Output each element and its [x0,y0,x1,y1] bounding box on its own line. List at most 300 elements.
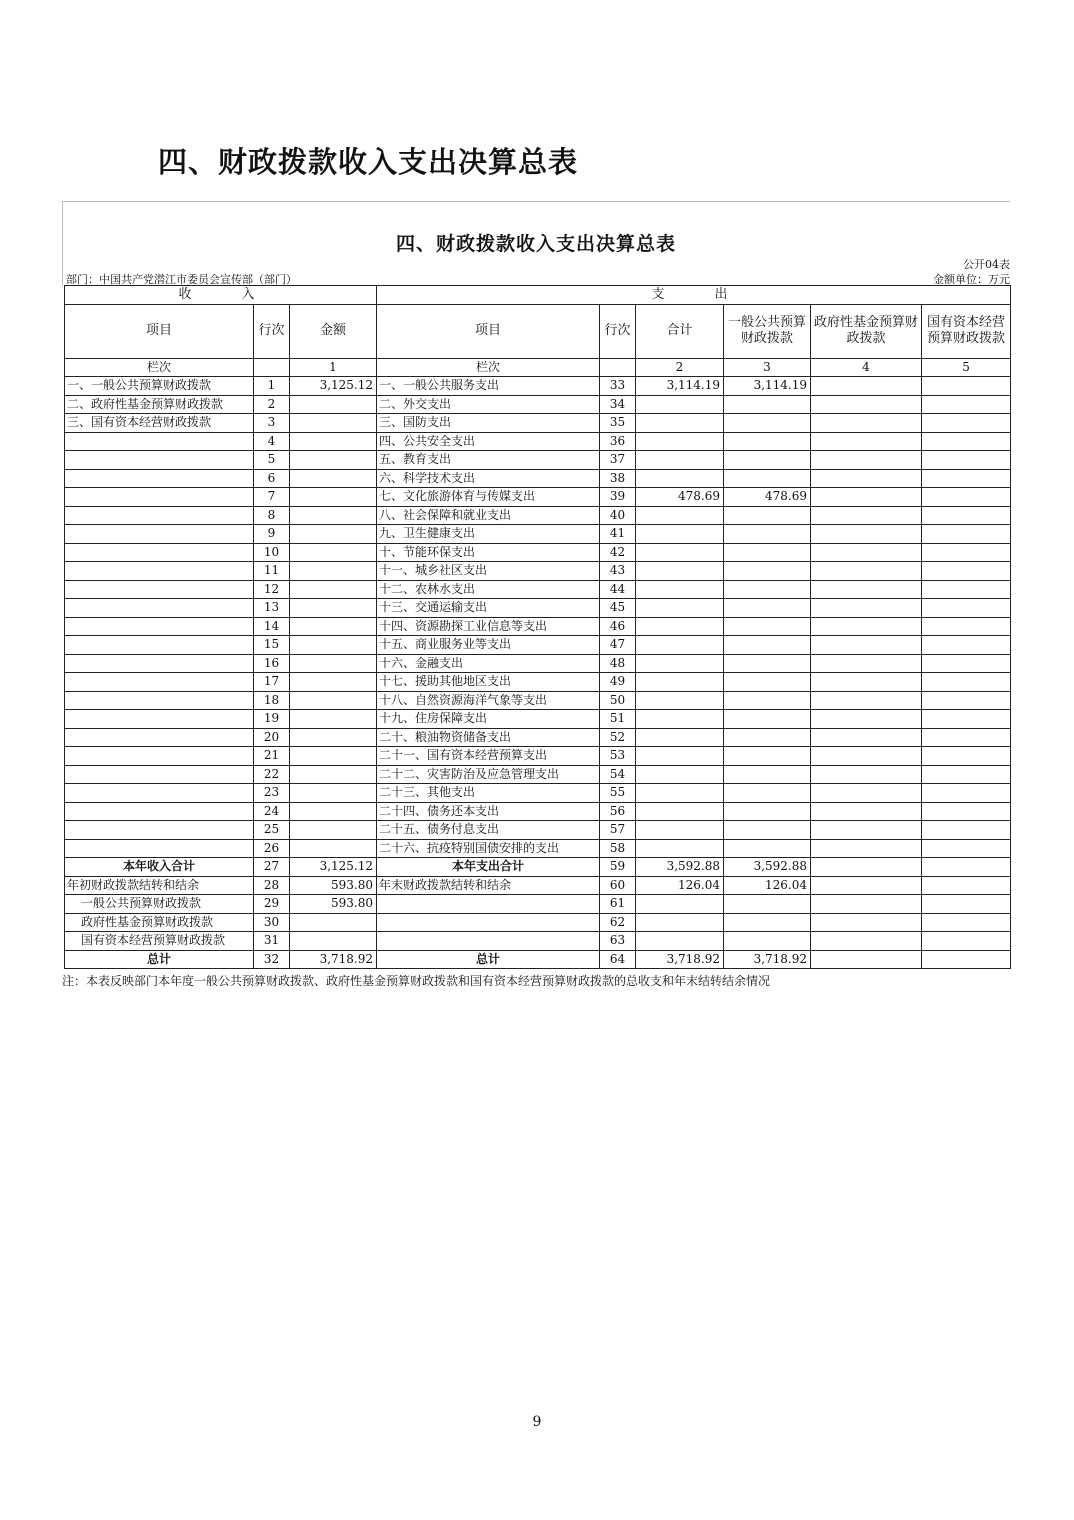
table-row [65,432,1011,451]
expense-item-cell: 一、一般公共服务支出 [377,377,600,396]
expense-row-no-cell: 43 [600,562,636,581]
table-row [65,710,1011,729]
income-amount-cell [290,414,377,433]
expense-item-cell [377,913,600,932]
income-row-no-cell: 20 [254,728,290,747]
expense-total-cell: 3,592.88 [636,858,724,877]
expense-total-cell [636,932,724,951]
expense-total-cell [636,506,724,525]
state-capital-cell [922,673,1011,692]
income-row-no-cell: 31 [254,932,290,951]
expense-item-cell: 十四、资源勘探工业信息等支出 [377,617,600,636]
income-row-no-cell: 19 [254,710,290,729]
income-amount-cell [290,913,377,932]
table-row [65,395,1011,414]
state-capital-cell [922,784,1011,803]
state-capital-cell [922,747,1011,766]
expense-row-no-cell: 56 [600,802,636,821]
expense-item-cell: 二十一、国有资本经营预算支出 [377,747,600,766]
expense-total-cell [636,710,724,729]
expense-total-cell [636,673,724,692]
expense-item-cell [377,932,600,951]
expense-item-cell: 十六、金融支出 [377,654,600,673]
table-row [65,691,1011,710]
income-amount-cell [290,784,377,803]
income-amount-cell [290,543,377,562]
income-item-cell [65,728,254,747]
income-amount-cell [290,469,377,488]
expense-total-cell [636,839,724,858]
general-budget-cell [724,728,811,747]
expense-total-cell [636,414,724,433]
state-capital-cell [922,525,1011,544]
income-row-no-cell: 23 [254,784,290,803]
income-amount-cell [290,654,377,673]
general-budget-cell [724,932,811,951]
expense-total-cell [636,747,724,766]
gov-fund-cell [811,543,922,562]
table-row [65,673,1011,692]
col-index-4: 4 [811,358,922,377]
income-row-no-cell: 16 [254,654,290,673]
table-note: 注：本表反映部门本年度一般公共预算财政拨款、政府性基金预算财政拨款和国有资本经营预算财政拨款的总收支和年末结转结余情况 [62,974,771,988]
income-amount-cell [290,747,377,766]
income-row-no-cell: 2 [254,395,290,414]
expense-item-cell: 十二、农林水支出 [377,580,600,599]
expense-row-no-cell: 44 [600,580,636,599]
gov-fund-cell [811,469,922,488]
income-amount-cell [290,432,377,451]
expense-item-cell: 三、国防支出 [377,414,600,433]
gov-fund-cell [811,913,922,932]
expense-row-no-cell: 54 [600,765,636,784]
expense-row-no-cell: 42 [600,543,636,562]
expense-row-no-cell: 39 [600,488,636,507]
expense-item-cell: 六、科学技术支出 [377,469,600,488]
gov-fund-cell [811,876,922,895]
expense-item-cell: 十八、自然资源海洋气象等支出 [377,691,600,710]
income-item-cell: 二、政府性基金预算财政拨款 [65,395,254,414]
general-budget-cell [724,617,811,636]
income-row-no-cell: 17 [254,673,290,692]
state-capital-cell [922,932,1011,951]
income-amount-cell [290,562,377,581]
general-budget-cell [724,691,811,710]
state-capital-cell [922,506,1011,525]
income-row-no-cell: 26 [254,839,290,858]
gov-fund-cell [811,414,922,433]
table-row [65,506,1011,525]
income-item-cell [65,839,254,858]
income-item-cell [65,562,254,581]
expense-item-cell: 十七、援助其他地区支出 [377,673,600,692]
state-capital-cell [922,839,1011,858]
expense-row-no-cell: 60 [600,876,636,895]
state-capital-cell [922,765,1011,784]
gov-fund-cell [811,673,922,692]
income-amount-cell [290,488,377,507]
expense-total-cell [636,913,724,932]
income-item-cell [65,617,254,636]
table-row [65,377,1011,396]
income-amount-cell [290,802,377,821]
expense-item-header: 项目 [377,304,600,358]
income-item-header: 项目 [65,304,254,358]
general-budget-cell [724,580,811,599]
gov-fund-cell [811,432,922,451]
general-budget-cell [724,469,811,488]
income-row-no-cell: 30 [254,913,290,932]
expense-row-no-cell: 33 [600,377,636,396]
income-item-cell [65,432,254,451]
expense-total-cell: 3,718.92 [636,950,724,969]
state-capital-cell [922,821,1011,840]
expense-total-header: 合计 [636,304,724,358]
expense-total-cell [636,691,724,710]
income-item-cell [65,802,254,821]
state-capital-cell [922,432,1011,451]
table-row [65,636,1011,655]
general-budget-cell [724,710,811,729]
income-amount-cell [290,932,377,951]
income-row-no-cell: 14 [254,617,290,636]
expense-row-no-cell: 52 [600,728,636,747]
income-item-cell [65,451,254,470]
expense-total-cell [636,728,724,747]
expense-row-no-cell: 57 [600,821,636,840]
general-budget-cell [724,765,811,784]
income-item-cell [65,506,254,525]
expense-row-no-header: 行次 [600,304,636,358]
general-budget-cell: 3,114.19 [724,377,811,396]
expense-total-cell [636,821,724,840]
expense-row-no-cell: 34 [600,395,636,414]
expense-item-cell: 二十二、灾害防治及应急管理支出 [377,765,600,784]
carry-row [65,913,1011,932]
general-budget-cell [724,395,811,414]
gov-fund-cell [811,895,922,914]
col-index-3: 3 [724,358,811,377]
income-amount-cell [290,525,377,544]
expense-item-cell: 二十、粮油物资储备支出 [377,728,600,747]
expense-row-no-cell: 51 [600,710,636,729]
table-row [65,821,1011,840]
state-capital-cell [922,617,1011,636]
income-amount-cell [290,451,377,470]
income-row-no-cell: 1 [254,377,290,396]
income-row-no-cell: 25 [254,821,290,840]
expense-total-cell [636,469,724,488]
gov-fund-cell [811,636,922,655]
general-budget-cell [724,913,811,932]
income-item-cell: 一、一般公共预算财政拨款 [65,377,254,396]
income-amount-cell [290,506,377,525]
table-row [65,765,1011,784]
carry-row [65,932,1011,951]
income-item-cell [65,784,254,803]
general-budget-cell [724,654,811,673]
income-item-cell [65,525,254,544]
expense-row-no-cell: 59 [600,858,636,877]
income-item-cell [65,469,254,488]
state-capital-cell [922,488,1011,507]
expense-row-no-cell: 46 [600,617,636,636]
general-budget-cell: 3,718.92 [724,950,811,969]
gov-fund-cell [811,506,922,525]
income-row-no-cell: 7 [254,488,290,507]
income-amount-cell: 593.80 [290,895,377,914]
income-amount-cell: 3,125.12 [290,858,377,877]
state-capital-cell [922,895,1011,914]
expense-row-no-cell: 37 [600,451,636,470]
income-row-no-cell: 32 [254,950,290,969]
carry-row [65,895,1011,914]
income-amount-cell: 593.80 [290,876,377,895]
general-budget-cell [724,506,811,525]
state-capital-cell [922,469,1011,488]
table-row [65,599,1011,618]
general-budget-cell: 478.69 [724,488,811,507]
income-item-cell [65,599,254,618]
income-row-no-cell: 27 [254,858,290,877]
expense-item-cell: 总计 [377,950,600,969]
general-budget-cell [724,414,811,433]
income-row-no-cell: 21 [254,747,290,766]
table-row [65,580,1011,599]
general-budget-cell [724,895,811,914]
table-row [65,802,1011,821]
income-item-cell [65,691,254,710]
expense-total-cell [636,654,724,673]
general-budget-cell [724,784,811,803]
table-row [65,617,1011,636]
expense-item-cell: 七、文化旅游体育与传媒支出 [377,488,600,507]
expense-total-cell [636,562,724,581]
general-budget-cell [724,543,811,562]
state-capital-cell [922,654,1011,673]
expense-row-no-cell: 48 [600,654,636,673]
income-amount-cell [290,710,377,729]
gov-fund-cell [811,377,922,396]
gov-fund-header: 政府性基金预算财政拨款 [811,304,922,358]
gov-fund-cell [811,747,922,766]
table-row [65,543,1011,562]
general-budget-cell [724,525,811,544]
expense-total-cell [636,895,724,914]
expense-total-cell [636,580,724,599]
expense-total-cell: 478.69 [636,488,724,507]
income-amount-cell: 3,125.12 [290,377,377,396]
expense-row-no-cell: 62 [600,913,636,932]
table-row [65,414,1011,433]
gov-fund-cell [811,617,922,636]
income-amount-cell [290,395,377,414]
income-amount-cell [290,765,377,784]
year-total-row [65,858,1011,877]
income-row-no-cell: 22 [254,765,290,784]
table-row [65,747,1011,766]
income-row-no-cell: 28 [254,876,290,895]
state-capital-cell [922,395,1011,414]
table-row [65,728,1011,747]
general-budget-cell [724,636,811,655]
expense-row-no-cell: 41 [600,525,636,544]
income-section-header: 收 入 [65,286,377,305]
state-capital-cell [922,710,1011,729]
general-budget-cell [724,451,811,470]
income-item-cell: 一般公共预算财政拨款 [65,895,254,914]
expense-total-cell [636,432,724,451]
carry-row [65,876,1011,895]
expense-row-no-cell: 40 [600,506,636,525]
income-col-label: 栏次 [65,358,254,377]
state-capital-cell [922,451,1011,470]
income-item-cell: 国有资本经营预算财政拨款 [65,932,254,951]
state-capital-cell [922,414,1011,433]
income-amount-cell [290,691,377,710]
grand-total-row [65,950,1011,969]
income-item-cell: 三、国有资本经营财政拨款 [65,414,254,433]
income-row-no-cell: 5 [254,451,290,470]
expense-total-cell [636,617,724,636]
general-budget-cell: 3,592.88 [724,858,811,877]
general-budget-cell [724,562,811,581]
income-item-cell [65,488,254,507]
income-row-no-cell: 8 [254,506,290,525]
general-budget-cell [724,839,811,858]
general-budget-cell [724,747,811,766]
expense-total-cell [636,451,724,470]
table-row [65,839,1011,858]
col-index-5: 5 [922,358,1011,377]
unit-label: 金额单位：万元 [933,273,1010,286]
expense-item-cell: 二十五、债务付息支出 [377,821,600,840]
gov-fund-cell [811,821,922,840]
general-budget-cell [724,802,811,821]
page-heading: 四、财政拨款收入支出决算总表 [158,145,579,179]
expense-total-cell [636,543,724,562]
gov-fund-cell [811,599,922,618]
state-capital-cell [922,950,1011,969]
state-capital-cell [922,599,1011,618]
income-amount-cell [290,599,377,618]
gov-fund-cell [811,728,922,747]
state-capital-cell [922,691,1011,710]
table-row [65,469,1011,488]
state-capital-cell [922,377,1011,396]
expense-item-cell: 二、外交支出 [377,395,600,414]
expense-total-cell [636,765,724,784]
expense-row-no-cell: 53 [600,747,636,766]
expense-total-cell [636,395,724,414]
gov-fund-cell [811,654,922,673]
income-item-cell: 政府性基金预算财政拨款 [65,913,254,932]
general-budget-cell [724,821,811,840]
income-row-no-cell: 29 [254,895,290,914]
income-item-cell [65,636,254,655]
form-code: 公开04表 [963,258,1010,271]
general-budget-header: 一般公共预算财政拨款 [724,304,811,358]
income-item-cell [65,747,254,766]
income-amount-cell [290,636,377,655]
general-budget-cell [724,673,811,692]
table-row [65,784,1011,803]
expense-row-no-cell: 38 [600,469,636,488]
state-capital-cell [922,543,1011,562]
income-amount-cell [290,580,377,599]
expense-item-cell: 十、节能环保支出 [377,543,600,562]
income-item-cell [65,654,254,673]
general-budget-cell [724,432,811,451]
expense-item-cell: 四、公共安全支出 [377,432,600,451]
col-index-2: 2 [636,358,724,377]
expense-row-no-cell: 64 [600,950,636,969]
income-item-cell: 年初财政拨款结转和结余 [65,876,254,895]
expense-item-cell: 九、卫生健康支出 [377,525,600,544]
income-row-no-cell: 24 [254,802,290,821]
income-row-no-cell: 12 [254,580,290,599]
income-row-no-cell: 15 [254,636,290,655]
table-row [65,451,1011,470]
gov-fund-cell [811,858,922,877]
expense-row-no-cell: 49 [600,673,636,692]
income-amount-cell [290,839,377,858]
expense-col-label: 栏次 [377,358,600,377]
gov-fund-cell [811,562,922,581]
expense-item-cell: 十一、城乡社区支出 [377,562,600,581]
state-capital-header: 国有资本经营预算财政拨款 [922,304,1011,358]
fiscal-summary-table [64,285,1011,969]
income-row-no-cell: 3 [254,414,290,433]
state-capital-cell [922,562,1011,581]
expense-item-cell: 十三、交通运输支出 [377,599,600,618]
income-row-no-cell: 9 [254,525,290,544]
expense-row-no-cell: 61 [600,895,636,914]
state-capital-cell [922,636,1011,655]
gov-fund-cell [811,395,922,414]
expense-item-cell: 本年支出合计 [377,858,600,877]
income-row-no-cell: 6 [254,469,290,488]
expense-item-cell [377,895,600,914]
gov-fund-cell [811,784,922,803]
department-label: 部门：中国共产党潜江市委员会宣传部（部门） [66,273,297,286]
table-row [65,488,1011,507]
expense-total-cell: 126.04 [636,876,724,895]
income-amount-cell: 3,718.92 [290,950,377,969]
expense-row-no-cell: 55 [600,784,636,803]
table-row [65,525,1011,544]
expense-total-cell [636,599,724,618]
table-row [65,562,1011,581]
income-amount-cell [290,673,377,692]
general-budget-cell: 126.04 [724,876,811,895]
state-capital-cell [922,580,1011,599]
gov-fund-cell [811,802,922,821]
income-amount-cell [290,821,377,840]
income-amount-cell [290,728,377,747]
expense-row-no-cell: 58 [600,839,636,858]
gov-fund-cell [811,488,922,507]
income-item-cell [65,543,254,562]
gov-fund-cell [811,950,922,969]
gov-fund-cell [811,691,922,710]
expense-row-no-cell: 36 [600,432,636,451]
gov-fund-cell [811,932,922,951]
expense-row-no-cell: 45 [600,599,636,618]
expense-item-cell: 二十四、债务还本支出 [377,802,600,821]
income-item-cell [65,710,254,729]
expense-row-no-cell: 35 [600,414,636,433]
